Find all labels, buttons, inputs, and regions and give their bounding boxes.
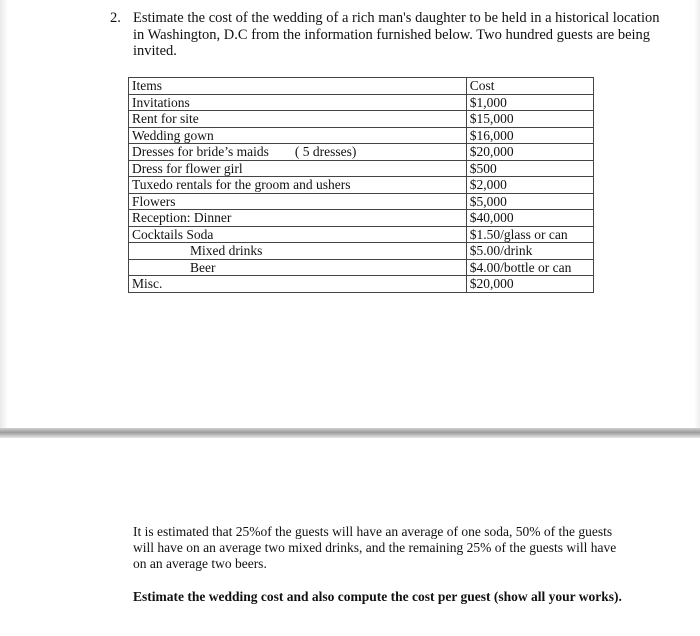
item-cell [129, 259, 467, 276]
table-row [129, 226, 594, 243]
task-instruction: Estimate the wedding cost and also compute the cost per guest (show all your works). [133, 589, 622, 604]
cost-cell: $1.50/glass or can [466, 226, 593, 243]
table-row [129, 193, 594, 210]
item-cell: Flowers [129, 193, 467, 210]
table-row [129, 127, 594, 144]
header-items: Items [129, 78, 467, 95]
item-cell [129, 243, 467, 260]
page-divider [0, 428, 700, 438]
item-cell: Invitations [129, 94, 467, 111]
table-row [129, 94, 594, 111]
cost-cell: $20,000 [466, 276, 593, 293]
cost-cell: $2,000 [466, 177, 593, 194]
guest-consumption-paragraph: It is estimated that 25%of the guests will have an average of one soda, 50% of the guests will have on an average two mixed drinks, and the remaining 25% of the guests will have on an average two beers. [133, 524, 617, 571]
table-row [129, 144, 594, 161]
item-label: Beer [190, 259, 216, 275]
item-note: ( 5 dresses) [294, 144, 357, 159]
item-cell: Reception: Dinner [129, 210, 467, 227]
cost-cell: $500 [466, 160, 593, 177]
item-cell: Misc. [129, 276, 467, 293]
item-cell: Rent for site [129, 111, 467, 128]
table-row [129, 243, 594, 260]
cost-cell: $4.00/bottle or can [466, 259, 593, 276]
question-text: Estimate the cost of the wedding of a rich man's daughter to be held in a historical location in Washington, D.C from the information furnished below. Two hundred guests are being invited. [133, 10, 660, 59]
item-cell: Cocktails Soda [129, 226, 467, 243]
cost-cell: $20,000 [466, 144, 593, 161]
item-label: Dresses for bride’s maids [132, 144, 269, 159]
page-shadow-left [0, 0, 8, 428]
table-header-row [129, 78, 594, 95]
question-number: 2. [110, 10, 121, 26]
item-cell: Wedding gown [129, 127, 467, 144]
table-row [129, 210, 594, 227]
cost-cell: $40,000 [466, 210, 593, 227]
table-row [129, 259, 594, 276]
item-cell: Dress for flower girl [129, 160, 467, 177]
table-row [129, 160, 594, 177]
item-cell: Tuxedo rentals for the groom and ushers [129, 177, 467, 194]
cost-cell: $15,000 [466, 111, 593, 128]
item-label: Mixed drinks [190, 243, 263, 258]
table-row [129, 111, 594, 128]
item-cell [129, 144, 467, 161]
table-row [129, 276, 594, 293]
header-cost: Cost [466, 78, 593, 95]
table-row [129, 177, 594, 194]
cost-cell: $5.00/drink [466, 243, 593, 260]
cost-cell: $16,000 [466, 127, 593, 144]
cost-table [128, 77, 594, 293]
cost-cell: $5,000 [466, 193, 593, 210]
page-shadow-right [694, 0, 700, 428]
cost-cell: $1,000 [466, 94, 593, 111]
